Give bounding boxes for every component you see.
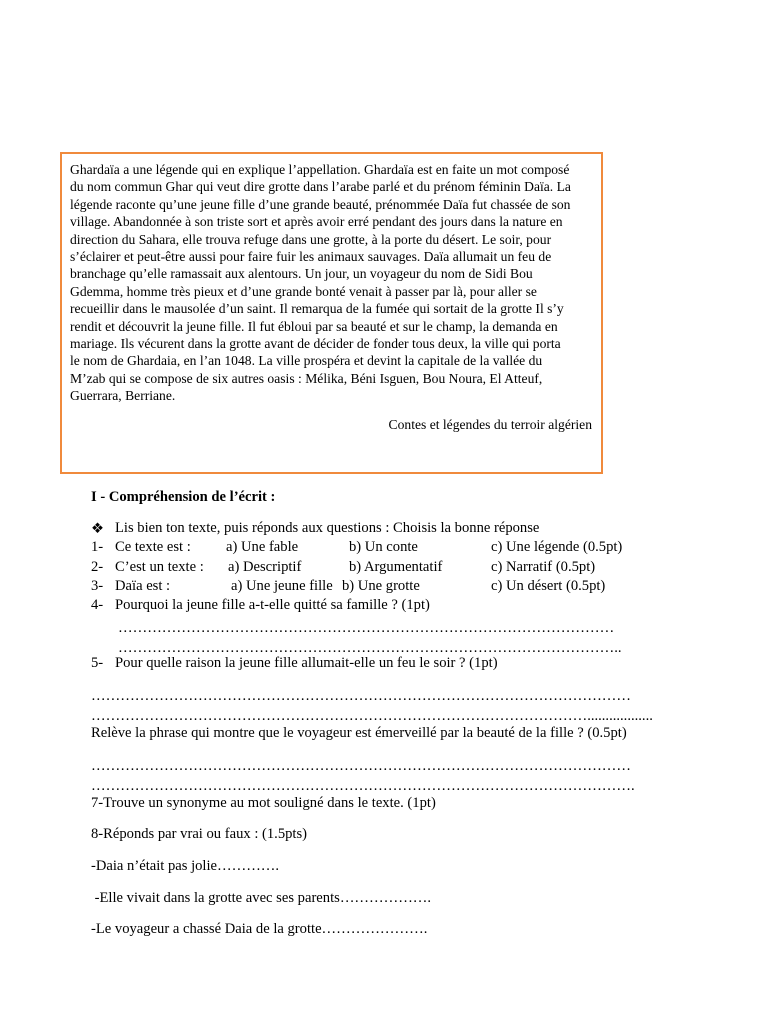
option-b: b) Argumentatif: [349, 559, 443, 575]
passage-box: [60, 152, 603, 474]
passage-line: Gdemma, homme très pieux et d’une grande bonté venait à passer par là, pour aller se: [70, 283, 537, 299]
answer-line: ………………………………………………………………………………………………….: [91, 778, 635, 794]
option-a: a) Une jeune fille: [231, 578, 333, 594]
option-a: a) Descriptif: [228, 559, 302, 575]
passage-line: Guerrara, Berriane.: [70, 388, 176, 404]
question-text: 7-Trouve un synonyme au mot souligné dans le texte. (1pt): [91, 795, 436, 811]
option-c: c) Un désert (0.5pt): [491, 578, 606, 594]
option-c: c) Narratif (0.5pt): [491, 559, 596, 575]
question-number: 2-: [91, 559, 104, 575]
question-number: 5-: [91, 655, 104, 671]
passage-line: branchage qu’elle ramassait aux alentours. Un jour, un voyageur du nom de Sidi Bou: [70, 266, 533, 282]
instruction-text: Lis bien ton texte, puis réponds aux questions : Choisis la bonne réponse: [115, 520, 540, 536]
answer-line: …………………………………………………………………………………………: [118, 620, 615, 636]
question-text: Pour quelle raison la jeune fille allumait-elle un feu le soir ? (1pt): [115, 655, 498, 671]
question-text: Pourquoi la jeune fille a-t-elle quitté sa famille ? (1pt): [115, 597, 430, 613]
passage-line: Ghardaïa a une légende qui en explique l’appellation. Ghardaïa est en faite un mot composé: [70, 162, 570, 177]
passage-line: direction du Sahara, elle trouva refuge dans une grotte, à la porte du désert. Le soir, pour: [70, 231, 552, 247]
question-text: Relève la phrase qui montre que le voyageur est émerveillé par la beauté de la fille ? (0.5pt): [91, 725, 627, 741]
option-a: a) Une fable: [226, 539, 299, 555]
question-text: 8-Réponds par vrai ou faux : (1.5pts): [91, 826, 308, 842]
question-number: 4-: [91, 597, 104, 613]
option-c: c) Une légende (0.5pt): [491, 539, 623, 555]
passage-line: M’zab qui se compose de six autres oasis : Mélika, Béni Isguen, Bou Noura, El Atteuf,: [70, 370, 543, 386]
question-text: Daïa est :: [115, 578, 171, 594]
option-b: b) Un conte: [349, 539, 418, 555]
passage-line: du nom commun Ghar qui veut dire grotte dans l’arabe parlé et du prénom féminin Daïa. La: [70, 179, 571, 195]
passage-source: Contes et légendes du terroir algérien: [388, 416, 592, 432]
passage-line: le nom de Ghardaia, en l’an 1048. La ville prospéra et devint la capitale de la vallée du: [70, 353, 543, 369]
passage-line: rendit et découvrit la jeune fille. Il fut ébloui par sa beauté et sur le champ, la demanda en: [70, 318, 558, 334]
question-number: 1-: [91, 539, 104, 555]
passage-line: recueillir dans le mausolée d’un saint. Il remarqua de la fumée qui sortait de la grotte Il s’y: [70, 301, 564, 317]
answer-line: …………………………………………………………………………………………..................: [91, 708, 653, 724]
section-title: I - Compréhension de l’écrit :: [91, 489, 276, 505]
passage-line: s’éclairer et peut-être aussi pour faire fuir les animaux sauvages. Daïa allumait un feu de: [70, 249, 552, 265]
instruction-bullet-icon: ❖: [91, 521, 105, 537]
answer-line: …………………………………………………………………………………………..: [118, 640, 622, 656]
answer-line: …………………………………………………………………………………………………: [91, 758, 631, 774]
question-text: Ce texte est :: [115, 539, 191, 555]
question-text: C’est un texte :: [115, 559, 204, 575]
passage-line: mariage. Ils vécurent dans la grotte avant de décider de fonder tous deux, la ville qui porta: [70, 336, 561, 352]
true-false-item: -Le voyageur a chassé Daia de la grotte………………….: [91, 921, 428, 937]
question-number: 3-: [91, 578, 104, 594]
true-false-item: -Daia n’était pas jolie………….: [91, 858, 280, 874]
passage-line: légende raconte qu’une jeune fille d’une grande beauté, prénommée Daïa fut chassée de son: [70, 196, 571, 212]
passage-line: village. Abandonnée à son triste sort et après avoir erré pendant des jours dans la nature en: [70, 214, 563, 230]
true-false-item: -Elle vivait dans la grotte avec ses parents……………….: [91, 890, 432, 906]
option-b: b) Une grotte: [342, 578, 420, 594]
answer-line: …………………………………………………………………………………………………: [91, 688, 631, 704]
